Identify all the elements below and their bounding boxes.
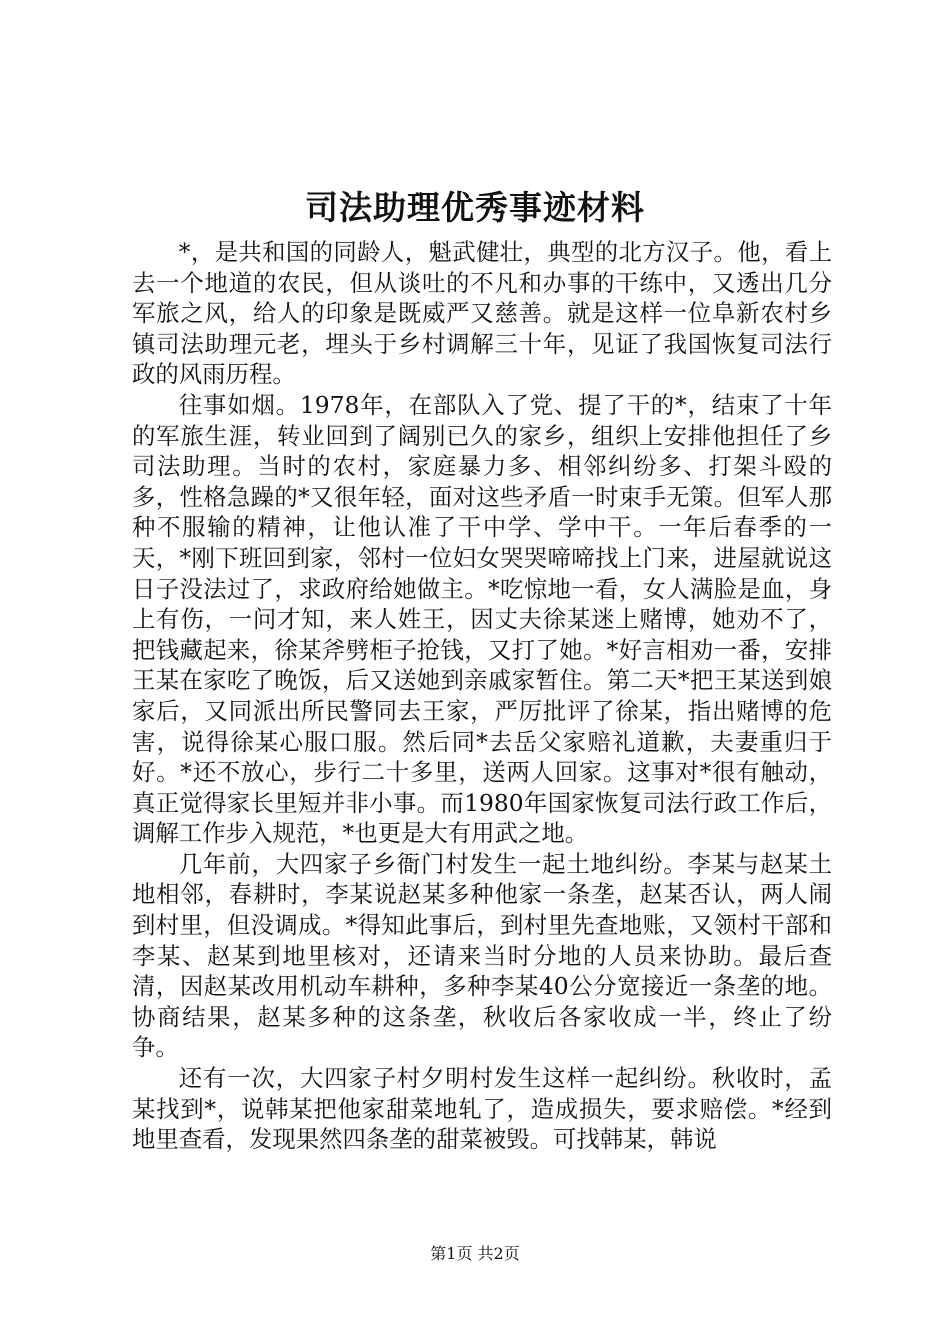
page-title: 司法助理优秀事迹材料 xyxy=(305,188,645,227)
paragraph: 还有一次，大四家子村夕明村发生这样一起纠纷。秋收时，孟某找到*，说韩某把他家甜菜地轧了，造成损失，要求赔偿。*经到地里查看，发现果然四条垄的甜菜被毁。可找韩某，韩说 xyxy=(132,1064,832,1154)
paragraph: 几年前，大四家子乡衙门村发生一起土地纠纷。李某与赵某土地相邻，春耕时，李某说赵某多种他家一条垄，赵某否认，两人闹到村里，但没调成。*得知此事后，到村里先查地账，又领村干部和李某、赵某到地里核对，还请来当时分地的人员来协助。最后查清，因赵某改用机动车耕种，多种李某40公分宽接近一条垄的地。协商结果，赵某多种的这条垄，秋收后各家收成一半，终止了纷争。 xyxy=(132,849,832,1062)
paragraph: *，是共和国的同龄人，魁武健壮，典型的北方汉子。他，看上去一个地道的农民，但从谈吐的不凡和办事的干练中，又透出几分军旅之风，给人的印象是既威严又慈善。就是这样一位阜新农村乡镇司法助理元老，埋头于乡村调解三十年，见证了我国恢复司法行政的风雨历程。 xyxy=(132,238,832,389)
paragraph: 往事如烟。1978年，在部队入了党、提了干的*，结束了十年的军旅生涯，转业回到了阔别已久的家乡，组织上安排他担任了乡司法助理。当时的农村，家庭暴力多、相邻纠纷多、打架斗殴的多，性格急躁的*又很年轻，面对这些矛盾一时束手无策。但军人那种不服输的精神，让他认准了干中学、学中干。一年后春季的一天，*刚下班回到家，邻村一位妇女哭哭啼啼找上门来，进屋就说这日子没法过了，求政府给她做主。*吃惊地一看，女人满脸是血，身上有伤，一问才知，来人姓王，因丈夫徐某迷上赌博，她劝不了，把钱藏起来，徐某斧劈柜子抢钱，又打了她。*好言相劝一番，安排王某在家吃了晚饭，后又送她到亲戚家暂住。第二天*把王某送到娘家后，又同派出所民警同去王家，严厉批评了徐某，指出赌博的危害，说得徐某心服口服。然后同*去岳父家赔礼道歉，夫妻重归于好。*还不放心，步行二十多里，送两人回家。这事对*很有触动，真正觉得家长里短并非小事。而1980年国家恢复司法行政工作后，调解工作步入规范，*也更是大有用武之地。 xyxy=(132,390,832,848)
document-body xyxy=(132,237,832,1155)
page-number-footer: 第1页 共2页 xyxy=(430,1244,520,1263)
